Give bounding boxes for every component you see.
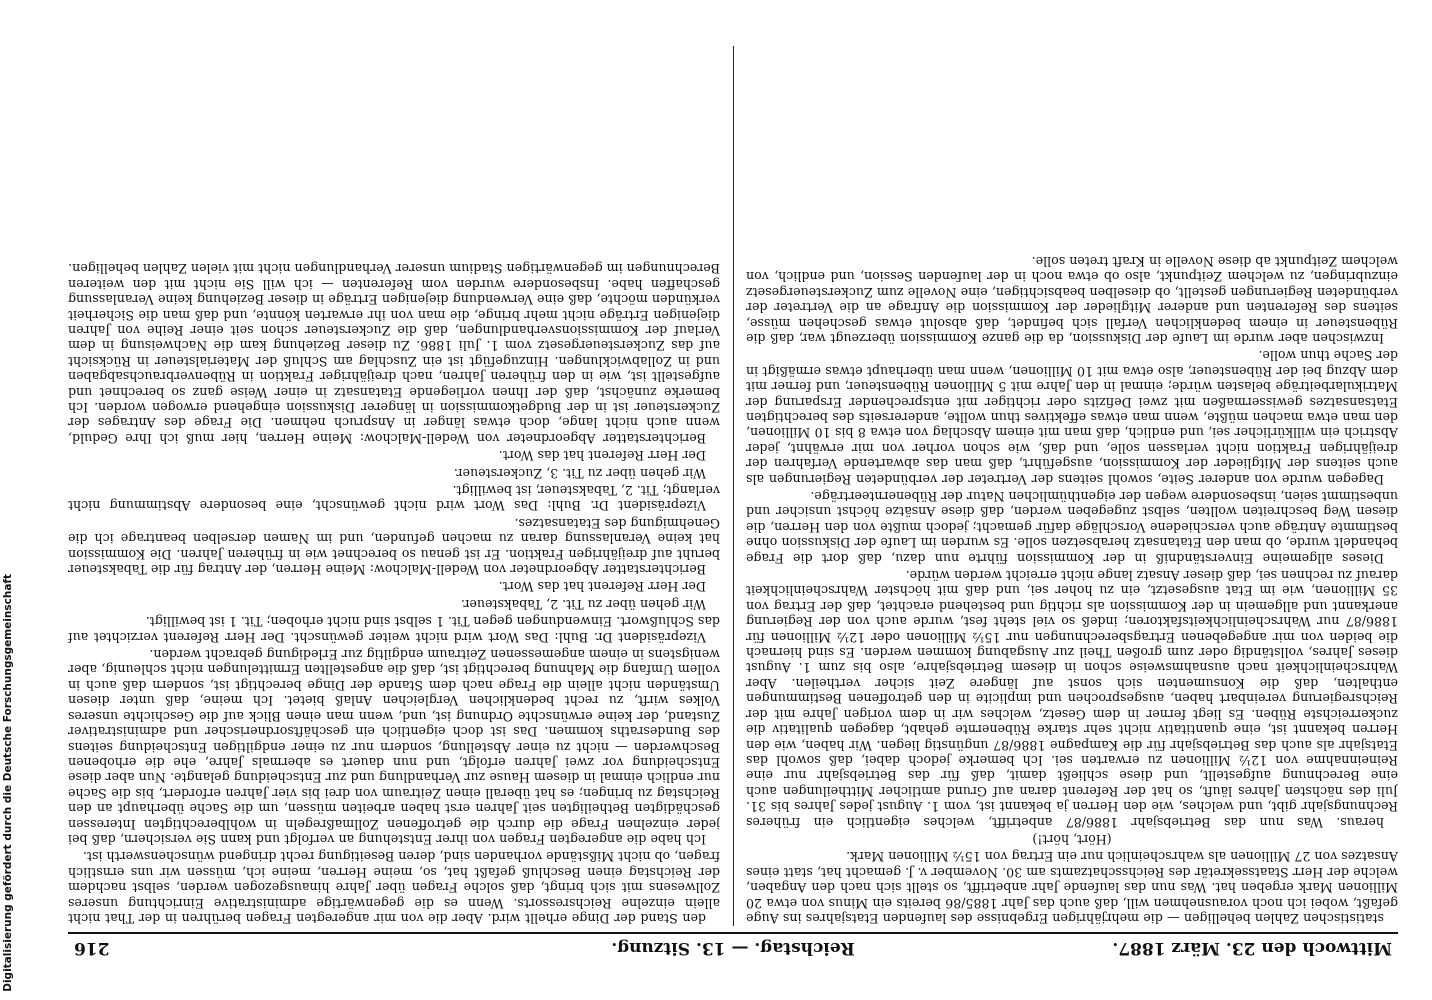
paragraph: Dagegen wurde von anderer Seite, sowohl seitens der Vertreter der verbündeten Regierungen als auch seitens der Mitglieder der Kommission, ausgeführt, daß man das abwartende Verfahren der dreijährigen Fraktion nicht verlassen solle, und daß, wie schon vorher von mir erwähnt, jeder Abstrich ein willkürlicher sei, und endlich, daß man mit einem Abschlag von etwa 8 bis 10 Millionen, den man etwa machen müßte, wenn man etwas effektives thun wollte, andererseits des berechtigten Etatsansatzes gewissermaßen mit zwei Defizits oder richtiger mit entsprechender Ersparung der Matrikularbeiträge belasten würde; einmal in den Jahre mit 5 Millionen Rübensteuer, und ferner mit dem Abzug bei der Rübensteuer, also etwa mit 10 Millionen, wenn man überhaupt etwas ermäßigt in der Sache thun wolle.: [746, 348, 1398, 487]
page-header: [68, 932, 1398, 960]
paragraph: Wir gehen über zu Tit. 3, Zuckersteuer.: [453, 465, 706, 481]
column-divider: [733, 46, 734, 926]
paragraph: Inzwischen aber wurde im Laufe der Diskussion, da die ganze Kommission überzeugt war, daß die Rübensteuer in einem bedenklichen Verfall sich befindet, daß absolut etwas geschehen müsse, seitens des Referenten und anderer Mitglieder der Kommission die Anfrage an die Vertreter der verbündeten Regierungen gestellt, ob dieselben beabsichtigen, eine Novelle zum Zuckersteuergesetz einzubringen, zu welchem Zeitpunkt, also ob etwa noch in der laufenden Session, und endlich, von welchem Zeitpunkt ab diese Novelle in Kraft treten solle.: [746, 253, 1398, 346]
paragraph: Wir gehen über zu Tit. 2, Tabaksteuer.: [460, 596, 706, 612]
session-date: Mittwoch den 23. März 1887.: [1112, 938, 1392, 958]
paragraph: statistischen Zahlen behelligen — die mehrjährigen Ergebnisse des laufenden Etatsjahres ins Auge gefaßt, wobei ich noch vorausnehmen will, daß auch das Jahr 1885/86 bereits ein Minus von etwa 20 Millionen Mark ergeben hat. Was nun das laufende Jahr anbetrifft, so stellt sich nach den Angaben, welche der Herr Staatssekretär des Reichsschatzamts am 30. November v. J. gemacht hat, statt eines Ansatzes von 27 Millionen als wahrscheinlich nur ein Ertrag von 15½ Millionen Mark.: [746, 849, 1398, 926]
digitization-note: Digitalisierung gefördert durch die Deutsche Forschungsgemeinschaft: [2, 574, 14, 992]
paragraph: Vizepräsident Dr. Buhl: Das Wort wird nicht gewünscht, eine besondere Abstimmung nicht verlangt; Tit. 2, Tabaksteuer, ist bewilligt.: [68, 483, 720, 514]
paragraph: Berichterstatter Abgeordneter von Wedell-Malchow: Meine Herren, hier muß ich Ihre Geduld, wenn auch nicht lange, doch etwas länger in Anspruch nehmen. Die Frage des Antrages der Zuckersteuer ist in der Budgetkommission in längerer Diskussion eingehend erwogen worden. Ich bemerke zunächst, daß der Ihnen vorliegende Etatansatz in einer Weise ganz so berechnet und aufgestellt ist, wie in den früheren Jahren, nach dreijähriger Fraktion in Rübenverbrauchsabgaben und in Zollabwicklungen. Hinzugefügt ist ein Zuschlag am Schluß der Materialsteuer in Rücksicht auf das Zuckersteuergesetz vom 1. Juli 1886. Zu dieser Beziehung kam die Nachweisung in dem Verlauf der Kommissionsverhandlungen, daß die Zuckersteuer schon seit einer Reihe von Jahren diejenigen Erträge nicht mehr bringe, die man von ihr erwarten könnte, und daß man die Sicherheit verkünden möchte, daß eine Verwendung diejenigen Erträge in dieser Beziehung keine Veranlassung geschaffen habe. Insbesondere wurden vom Referenten — ich will Sie nicht mit den weiteren Berechnungen im gegenwärtigen Stadium unserer Verhandlungen nicht mit vielen Zahlen behelligen.: [68, 261, 720, 446]
paragraph: heraus. Was nun das Betriebsjahr 1886/87 anbetrifft, welches eigentlich ein früheres Rechnungsjahr gibt, und welches, wie den Herren ja bekannt ist, vom 1. August jedes Jahres bis 31. Juli des nächsten Jahres läuft, so hat der Referent daran auf Grund amtlicher Mittheilungen auch eine Berechnung aufgestellt, und diese schließt damit, daß für das Betriebsjahr nur eine Reineinnahme von 12½ Millionen zu erwarten sei. Ich bemerke jedoch dabei, daß sowohl das Etatsjahr als auch das Betriebsjahr für die Kampagne 1886/87 ungünstig liegen. Wir haben, wie den Herren bekannt ist, eine quantitativ nicht sehr starke Rübenernte gehabt, dagegen qualitativ die zuckerreichste Rüben. Es liegt ferner in dem Gesetz, welches wir in dem vorigen Jahre mit der Reichsregierung vereinbart haben, ausgesprochen und implicite in den getroffenen Bestimmungen enthalten, daß die Konsumenten sich sonst auf längere Zeit sicher vertheilen. Aber Wahrscheinlichkeit nach ausnahmsweise schon in diesem Betriebsjahre, also bis zum 1. August dieses Jahres, vollständig oder zum großen Theil zur Ausgabung kommen werden. Es sind hiernach die beiden von mir angegebenen Ertragsberechnungen nur 15½ Millionen oder 12½ Millionen für 1886/87 nur Wahrscheinlichkeitsfaktoren; indeß so viel steht fest, wurde auch von der Regierung anerkannt und allgemein in der Kommission als richtig und bestehend erachtet, daß der Ertrag von 35 Millionen, wie im Etat ausgesetzt, ein zu hoher sei, und daß mit höchster Wahrscheinlichkeit darauf zu rechnen sei, daß dieser Ansatz lange nicht erreicht werden würde.: [746, 568, 1398, 830]
paragraph: Berichterstatter Abgeordneter von Wedell-Malchow: Meine Herren, der Antrag für die Tabaksteuer beruht auf dreijährigen Fraktion. Er ist genau so berechnet wie in früheren Jahren. Die Kommission hat keine Veranlassung daran zu machen gefunden, und im Namen derselben beantrage ich die Genehmigung des Etatansatzes.: [68, 515, 720, 578]
paragraph: Der Herr Referent hat das Wort.: [498, 448, 706, 464]
paragraph: Der Herr Referent hat das Wort.: [498, 579, 706, 595]
paragraph: den Stand der Dinge erhellt wird. Aber die von mir angeregten Fragen berühren in der That nicht allein einzelne Reichsressorts. Wenn es die gegenwärtige administrative Einrichtung unseres Zollwesens mit sich bringt, daß solche Fragen über Jahre hinausgezogen werden, selbst nachdem der Reichstag einen Beschluß gefaßt hat, so, meine Herren, meine ich, müssen wir uns ernstlich fragen, ob nicht Mißstände vorhanden sind, deren Beseitigung recht dringend wünschenswerth ist.: [68, 849, 720, 926]
rotated-page-content: [68, 40, 1398, 960]
text-column-first: [68, 46, 720, 926]
running-title: Reichstag. — 13. Sitzung.: [611, 938, 855, 958]
paragraph: Ich habe die angeregten Fragen von ihrer Entstehung an verfolgt und kann Sie versichern, daß bei jeder einzelnen Frage die durch die getroffenen Zollmaßregeln in wohlberechtigten Interessen geschädigten Betheiligten seit Jahren erst haben arbeiten müssen, um die Sache überhaupt an den Reichstag zu bringen; es hat überall einen Zeitraum von drei bis vier Jahren erfordert, bis die Sache nur endlich einmal in diesem Hause zur Verhandlung und zur Entscheidung gelangte. Nun aber diese Entscheidung vor zwei Jahren erfolgt, und nun dauert es abermals Jahre, ehe die erhobenen Beschwerden — nicht zu einer Abstellung, sondern nur zu einer endgiltigen Entscheidung seitens des Bundesraths kommen. Das ist doch eigentlich ein geschäftsordnerischer und administrativer Zustand, der keine erwünschte Ordnung ist, und, wenn man einen Blick auf die Geschichte unseres Volkes wirft, zu recht bedenklichen Vergleichen Anlaß bietet. Ich meine, daß unter diesen Umständen nicht allein die Frage nach dem Stande der Dinge berechtigt ist, sondern daß auch in vollem Umfang die Mahnung berechtigt ist, daß die angestellten Ermittelungen nicht schleunig, aber wenigstens in einem angemessenen Zeitraum endgiltig zur Erledigung gebracht werden.: [68, 647, 720, 847]
header-rule: [68, 932, 1398, 934]
paragraph: Dieses allgemeine Einverständniß in der Kommission führte nun dazu, daß dort die Frage behandelt wurde, ob man den Etatansatz herabsetzen solle. Es wurden im Laufe der Diskussion ohne bestimmte Anträge auch verschiedene Vorschläge dafür gemacht; jedoch mußte von den Herren, die diesen Weg beschreiten wollten, selbst zugegeben werden, daß diese Ansätze höchst unsicher und unbestimmt seien, insbesondere wegen der eigenthümlichen Natur der Rübenernteerträge.: [746, 489, 1398, 566]
text-column-second: [746, 46, 1398, 926]
paragraph: Vizepräsident Dr. Buhl: Das Wort wird nicht weiter gewünscht. Der Herr Referent verzichtet auf das Schlußwort. Einwendungen gegen Tit. 1 selbst sind nicht erhoben; Tit. 1 ist bewilligt.: [68, 614, 720, 645]
page-number: 216: [74, 938, 110, 958]
paragraph: (Hört, hört!): [1032, 831, 1112, 847]
digitization-footer: [0, 10, 22, 1000]
